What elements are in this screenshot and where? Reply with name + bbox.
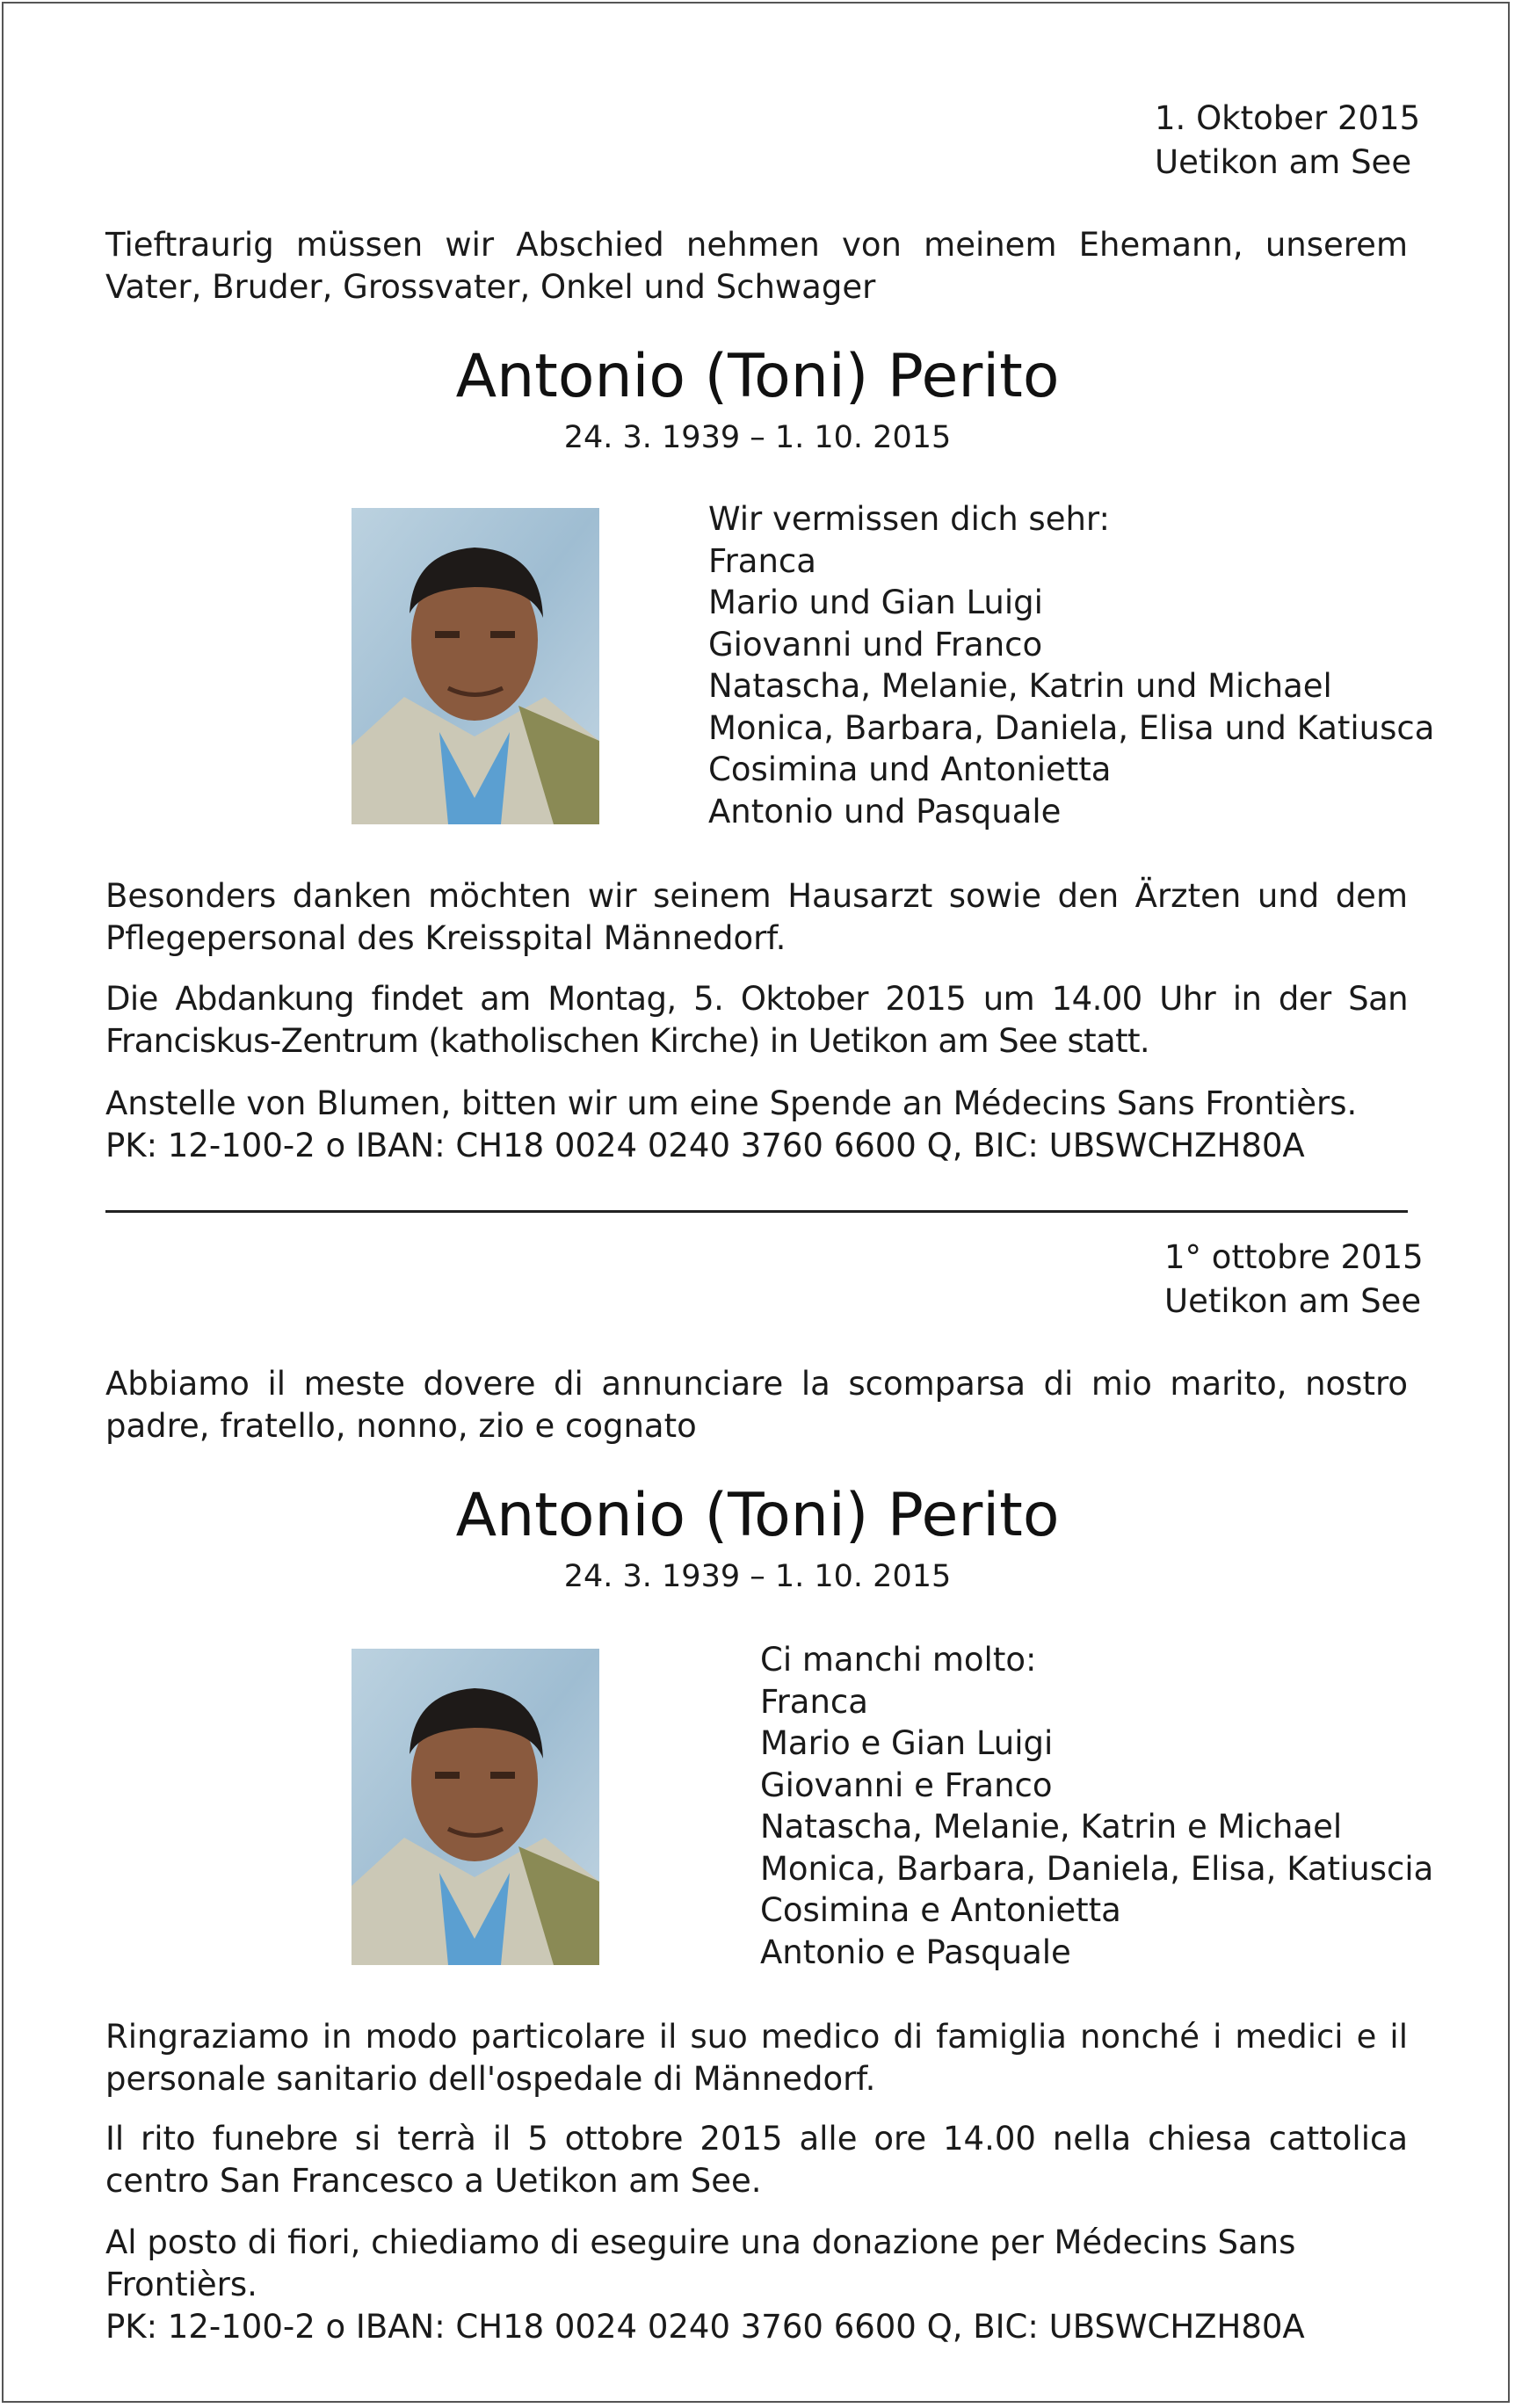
family-member-de: Giovanni und Franco xyxy=(708,625,1043,664)
section-divider xyxy=(105,1210,1408,1213)
thanks-de: Besonders danken möchten wir seinem Hausarzt sowie den Ärzten und dem Pflegepersonal des Kreisspital Männedorf. xyxy=(105,877,1408,957)
place-de: Uetikon am See xyxy=(1155,143,1412,181)
deceased-name-de: Antonio (Toni) Perito xyxy=(455,342,1060,411)
donation-line1-de: Anstelle von Blumen, bitten wir um eine Spende an Médecins Sans Frontièrs. xyxy=(105,1084,1358,1122)
family-member-it: Giovanni e Franco xyxy=(760,1766,1053,1804)
family-member-de: Monica, Barbara, Daniela, Elisa und Katiusca xyxy=(708,708,1435,747)
intro-it: Abbiamo il meste dovere di annunciare la scomparsa di mio marito, nostro padre, fratello, nonno, zio e cognato xyxy=(105,1365,1408,1445)
ceremony-de: Die Abdankung findet am Montag, 5. Oktober 2015 um 14.00 Uhr in der San Franciskus-Zentrum (katholischen Kirche) in Uetikon am See statt. xyxy=(105,980,1408,1060)
family-member-it: Mario e Gian Luigi xyxy=(760,1724,1054,1762)
life-dates-it: 24. 3. 1939 – 1. 10. 2015 xyxy=(563,1559,952,1594)
family-heading-de: Wir vermissen dich sehr: xyxy=(708,500,1110,538)
portrait-photo-de xyxy=(352,508,599,824)
family-list-it xyxy=(760,1639,1433,1973)
donation-line1-it: Al posto di fiori, chiediamo di eseguire una donazione per Médecins Sans Frontièrs. xyxy=(105,2223,1296,2303)
date-place-de xyxy=(1155,97,1420,185)
date-de: 1. Oktober 2015 xyxy=(1155,99,1421,137)
donation-de xyxy=(105,1083,1408,1167)
family-member-it: Monica, Barbara, Daniela, Elisa, Katiuscia xyxy=(760,1849,1434,1888)
donation-it xyxy=(105,2222,1408,2348)
portrait-photo-it xyxy=(352,1649,599,1965)
family-member-de: Natascha, Melanie, Katrin und Michael xyxy=(708,667,1332,705)
family-member-de: Antonio und Pasquale xyxy=(708,792,1062,830)
family-member-de: Cosimina und Antonietta xyxy=(708,751,1112,788)
bank-details-de: PK: 12-100-2 o IBAN: CH18 0024 0240 3760 6600 Q, BIC: UBSWCHZH80A xyxy=(105,1127,1305,1164)
date-it: 1° ottobre 2015 xyxy=(1164,1238,1424,1276)
life-dates-de: 24. 3. 1939 – 1. 10. 2015 xyxy=(563,420,952,455)
deceased-name-it: Antonio (Toni) Perito xyxy=(455,1481,1060,1550)
family-list-de xyxy=(708,498,1434,832)
place-it: Uetikon am See xyxy=(1164,1282,1422,1320)
family-member-it: Antonio e Pasquale xyxy=(760,1933,1071,1971)
ceremony-it: Il rito funebre si terrà il 5 ottobre 2015 alle ore 14.00 nella chiesa cattolica centro San Francesco a Uetikon am See. xyxy=(105,2120,1408,2200)
thanks-it: Ringraziamo in modo particolare il suo medico di famiglia nonché i medici e il personale sanitario dell'ospedale di Männedorf. xyxy=(105,2018,1408,2098)
family-heading-it: Ci manchi molto: xyxy=(760,1641,1037,1679)
date-place-it xyxy=(1164,1236,1424,1324)
family-member-de: Mario und Gian Luigi xyxy=(708,584,1043,621)
family-member-it: Natascha, Melanie, Katrin e Michael xyxy=(760,1808,1343,1846)
family-member-de: Franca xyxy=(708,541,816,580)
intro-de: Tieftraurig müssen wir Abschied nehmen von meinem Ehemann, unserem Vater, Bruder, Grossvater, Onkel und Schwager xyxy=(105,226,1408,306)
family-member-it: Franca xyxy=(760,1682,868,1721)
bank-details-it: PK: 12-100-2 o IBAN: CH18 0024 0240 3760 6600 Q, BIC: UBSWCHZH80A xyxy=(105,2308,1305,2346)
family-member-it: Cosimina e Antonietta xyxy=(760,1891,1121,1929)
